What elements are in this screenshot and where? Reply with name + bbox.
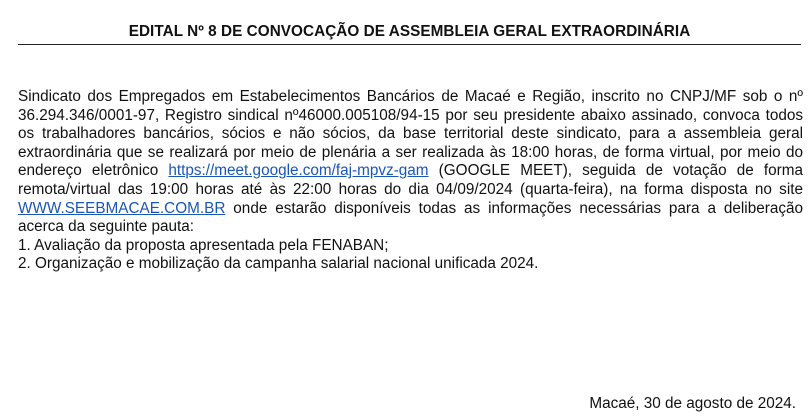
paragraph-text-part3: onde estarão disponíveis todas as informações necessárias para a deliberação acerca da seguinte pauta: <box>18 199 803 236</box>
agenda-item-1: 1. Avaliação da proposta apresentada pela FENABAN; <box>18 236 389 254</box>
google-meet-link[interactable]: https://meet.google.com/faj-mpvz-gam <box>168 162 429 180</box>
site-link[interactable]: WWW.SEEBMACAE.COM.BR <box>18 199 226 217</box>
document-body <box>18 88 803 274</box>
title-bar <box>18 18 801 45</box>
signature-date: Macaé, 30 de agosto de 2024. <box>589 395 796 412</box>
paragraph-text-part2: (GOOGLE MEET), seguida de votação de forma remota/virtual das 19:00 horas até às 22:00 horas do dia 04/09/2024 (quarta-feira), na forma disposta no site <box>18 162 803 198</box>
document-title: EDITAL Nº 8 DE CONVOCAÇÃO DE ASSEMBLEIA GERAL EXTRAORDINÁRIA <box>128 23 691 40</box>
paragraph-text-part1: Sindicato dos Empregados em Estabelecimentos Bancários de Macaé e Região, inscrito no CNPJ/MF sob o nº 36.294.346/0001-97, Registro sindical nº46000.005108/94-15 por seu presidente abaixo assinado, convoca todos os trabalhadores bancários, sócios e não sócios, da base territorial deste sindicato, para a assembleia geral extraordinária que se realizará por meio de plenária a ser realizada às 18:00 horas, de forma virtual, por meio do endereço eletrônico <box>18 88 803 180</box>
convocation-paragraph <box>18 88 803 237</box>
agenda-item-2: 2. Organização e mobilização da campanha salarial nacional unificada 2024. <box>18 255 539 273</box>
